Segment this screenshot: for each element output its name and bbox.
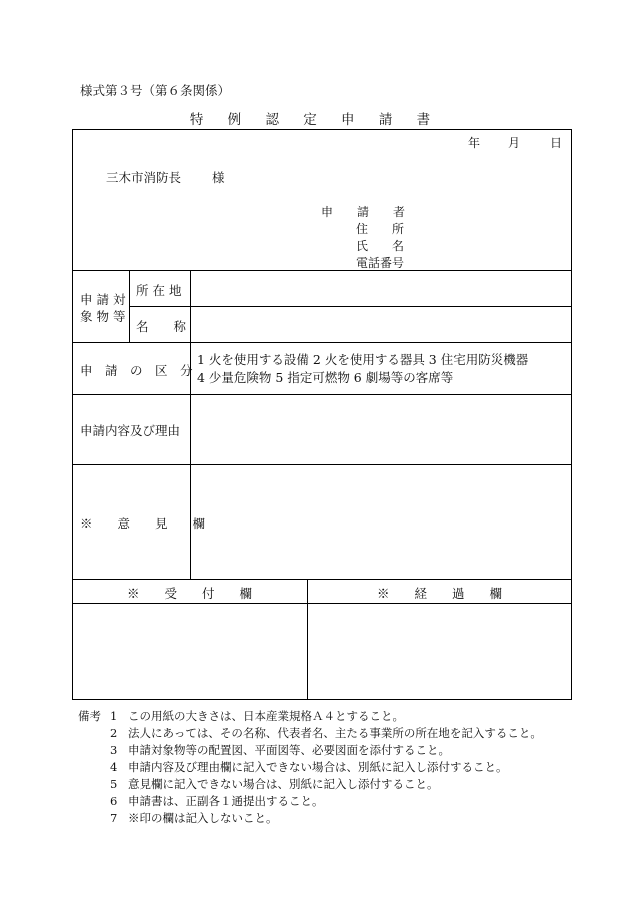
- note-text: 申請内容及び理由欄に記入できない場合は、別紙に記入し添付すること。: [128, 760, 508, 774]
- note-text: この用紙の大きさは、日本産業規格Ａ４とすること。: [128, 709, 404, 723]
- note-row: [78, 776, 542, 793]
- notes-section: [78, 708, 542, 827]
- location-label: 所 在 地: [136, 283, 182, 298]
- note-number: 5: [110, 777, 118, 791]
- note-row: [78, 742, 542, 759]
- reason-field[interactable]: [196, 398, 566, 460]
- form-number: 様式第３号（第６条関係）: [80, 83, 231, 98]
- divider-target-label: [129, 270, 130, 342]
- form-title: 特 例 認 定 申 請 書: [189, 112, 441, 128]
- divider-header-bottom: [72, 270, 572, 271]
- note-row: [78, 810, 542, 827]
- note-row: [78, 708, 542, 725]
- divider-reason-bottom: [72, 464, 572, 465]
- category-options-line2: 4 少量危険物 5 指定可燃物 6 劇場等の客席等: [197, 370, 454, 385]
- applicant-name-label: 氏 名: [356, 239, 405, 253]
- target-label-line2: 象 物 等: [80, 309, 126, 324]
- opinion-label: ※ 意 見 欄: [80, 516, 206, 531]
- note-number: 6: [110, 794, 118, 808]
- note-row: [78, 759, 542, 776]
- note-number: 2: [110, 726, 118, 740]
- divider-opinion-bottom: [72, 579, 572, 580]
- date-month: 月: [508, 136, 521, 150]
- note-row: [78, 793, 542, 810]
- target-label-line1: 申 請 対: [80, 292, 126, 307]
- note-text: 申請書は、正副各１通提出すること。: [128, 794, 324, 808]
- category-options-line1: 1 火を使用する設備 2 火を使用する器具 3 住宅用防災機器: [197, 352, 529, 367]
- addressee-name: 三木市消防長: [106, 170, 182, 185]
- note-text: 法人にあっては、その名称、代表者名、主たる事業所の所在地を記入すること。: [128, 726, 542, 740]
- notes-heading: 備考: [78, 709, 101, 723]
- note-number: 4: [110, 760, 118, 774]
- note-number: 1: [110, 709, 118, 723]
- opinion-field: [196, 468, 566, 574]
- note-text: ※印の欄は記入しないこと。: [128, 811, 278, 825]
- divider-target-bottom: [72, 342, 572, 343]
- note-text: 意見欄に記入できない場合は、別紙に記入し添付すること。: [128, 777, 439, 791]
- name-label: 名 称: [136, 319, 187, 334]
- applicant-address-label: 住 所: [356, 222, 405, 236]
- category-label: 申 請 の 区 分: [80, 363, 193, 378]
- divider-target-mid: [129, 306, 572, 307]
- addressee-honorific: 様: [212, 170, 225, 185]
- note-row: [78, 725, 542, 742]
- divider-category-bottom: [72, 394, 572, 395]
- applicant-phone-label: 電話番号: [356, 256, 405, 270]
- reception-area: [73, 604, 306, 699]
- date-year: 年: [468, 136, 481, 150]
- progress-area: [308, 604, 571, 699]
- reason-label: 申請内容及び理由: [80, 423, 181, 438]
- date-day: 日: [550, 136, 563, 150]
- applicant-label: 申 請 者: [321, 205, 406, 219]
- reception-label: ※ 受 付 欄: [126, 586, 252, 601]
- progress-label: ※ 経 過 欄: [376, 586, 502, 601]
- note-number: 3: [110, 743, 118, 757]
- name-field[interactable]: [196, 310, 566, 338]
- note-text: 申請対象物等の配置図、平面図等、必要図面を添付すること。: [128, 743, 450, 757]
- note-number: 7: [110, 811, 118, 825]
- location-field[interactable]: [196, 274, 566, 302]
- divider-label-column: [190, 270, 191, 579]
